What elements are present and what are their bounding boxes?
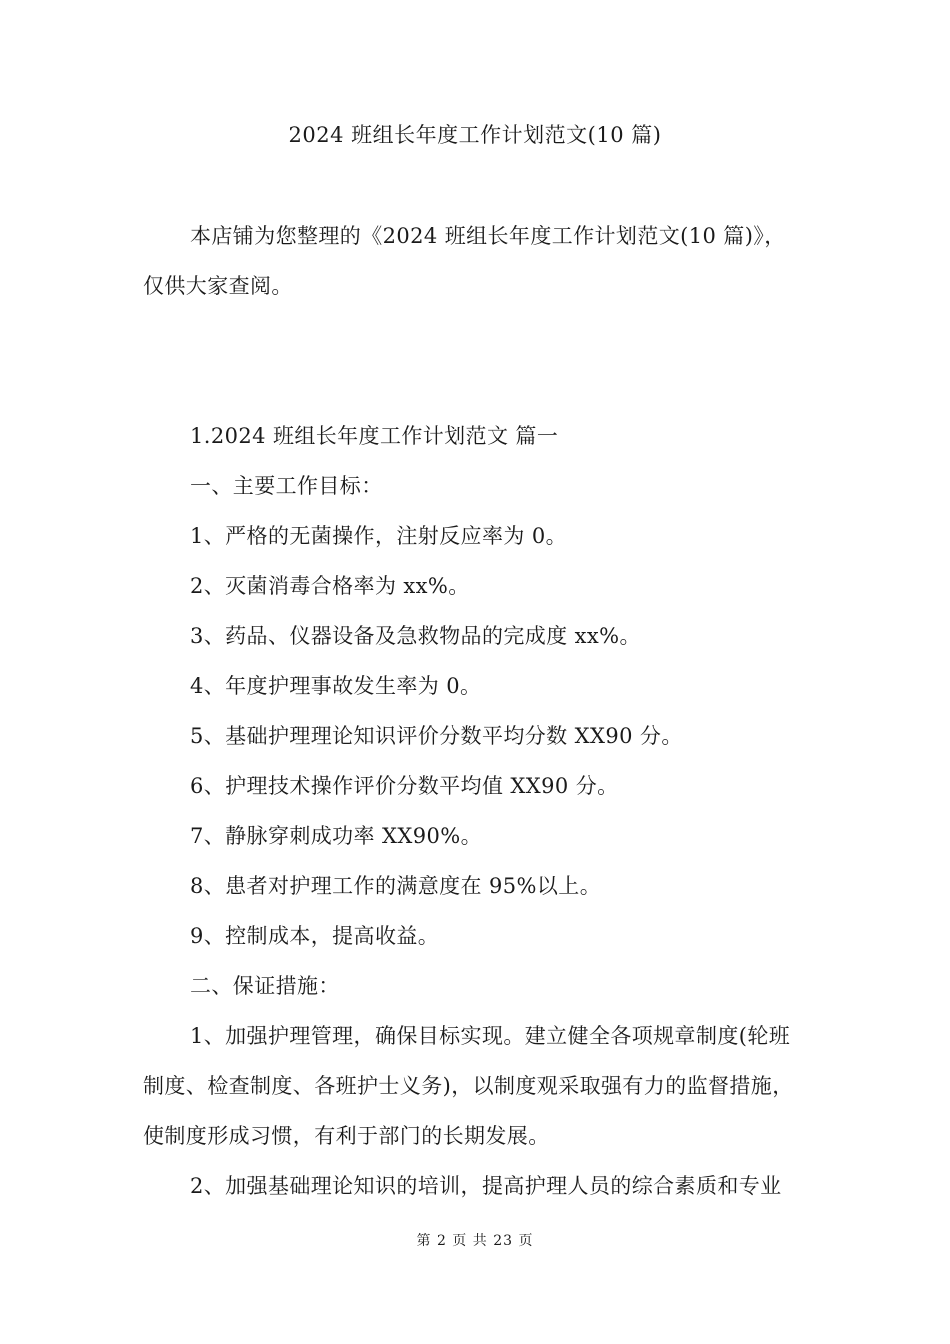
goal-item: 4、年度护理事故发生率为 0。	[190, 674, 482, 698]
measure2-line-1: 2、加强基础理论知识的培训，提高护理人员的综合素质和专业	[190, 1174, 782, 1198]
section-heading: 1.2024 班组长年度工作计划范文 篇一	[190, 424, 559, 448]
measure1-line-1: 1、加强护理管理，确保目标实现。建立健全各项规章制度(轮班	[190, 1024, 791, 1048]
goal-item: 1、严格的无菌操作，注射反应率为 0。	[190, 524, 567, 548]
goal-item: 3、药品、仪器设备及急救物品的完成度 xx%。	[190, 624, 641, 648]
document-title: 2024 班组长年度工作计划范文(10 篇)	[288, 123, 662, 147]
intro-line-2: 仅供大家查阅。	[143, 274, 293, 298]
goal-item: 2、灭菌消毒合格率为 xx%。	[190, 574, 470, 598]
measure1-line-3: 使制度形成习惯，有利于部门的长期发展。	[143, 1124, 550, 1148]
goal-item: 8、患者对护理工作的满意度在 95%以上。	[190, 874, 602, 898]
goal-item: 6、护理技术操作评价分数平均值 XX90 分。	[190, 774, 619, 798]
measure1-line-2: 制度、检查制度、各班护士义务)，以制度观采取强有力的监督措施，	[143, 1074, 794, 1098]
intro-line-1: 本店铺为您整理的《2024 班组长年度工作计划范文(10 篇)》，	[190, 224, 786, 248]
goal-item: 7、静脉穿刺成功率 XX90%。	[190, 824, 483, 848]
part2-heading: 二、保证措施：	[190, 974, 340, 998]
goal-item: 9、控制成本，提高收益。	[190, 924, 440, 948]
page-footer: 第 2 页 共 23 页	[416, 1233, 534, 1249]
part1-heading: 一、主要工作目标：	[190, 474, 383, 498]
goal-item: 5、基础护理理论知识评价分数平均分数 XX90 分。	[190, 724, 683, 748]
